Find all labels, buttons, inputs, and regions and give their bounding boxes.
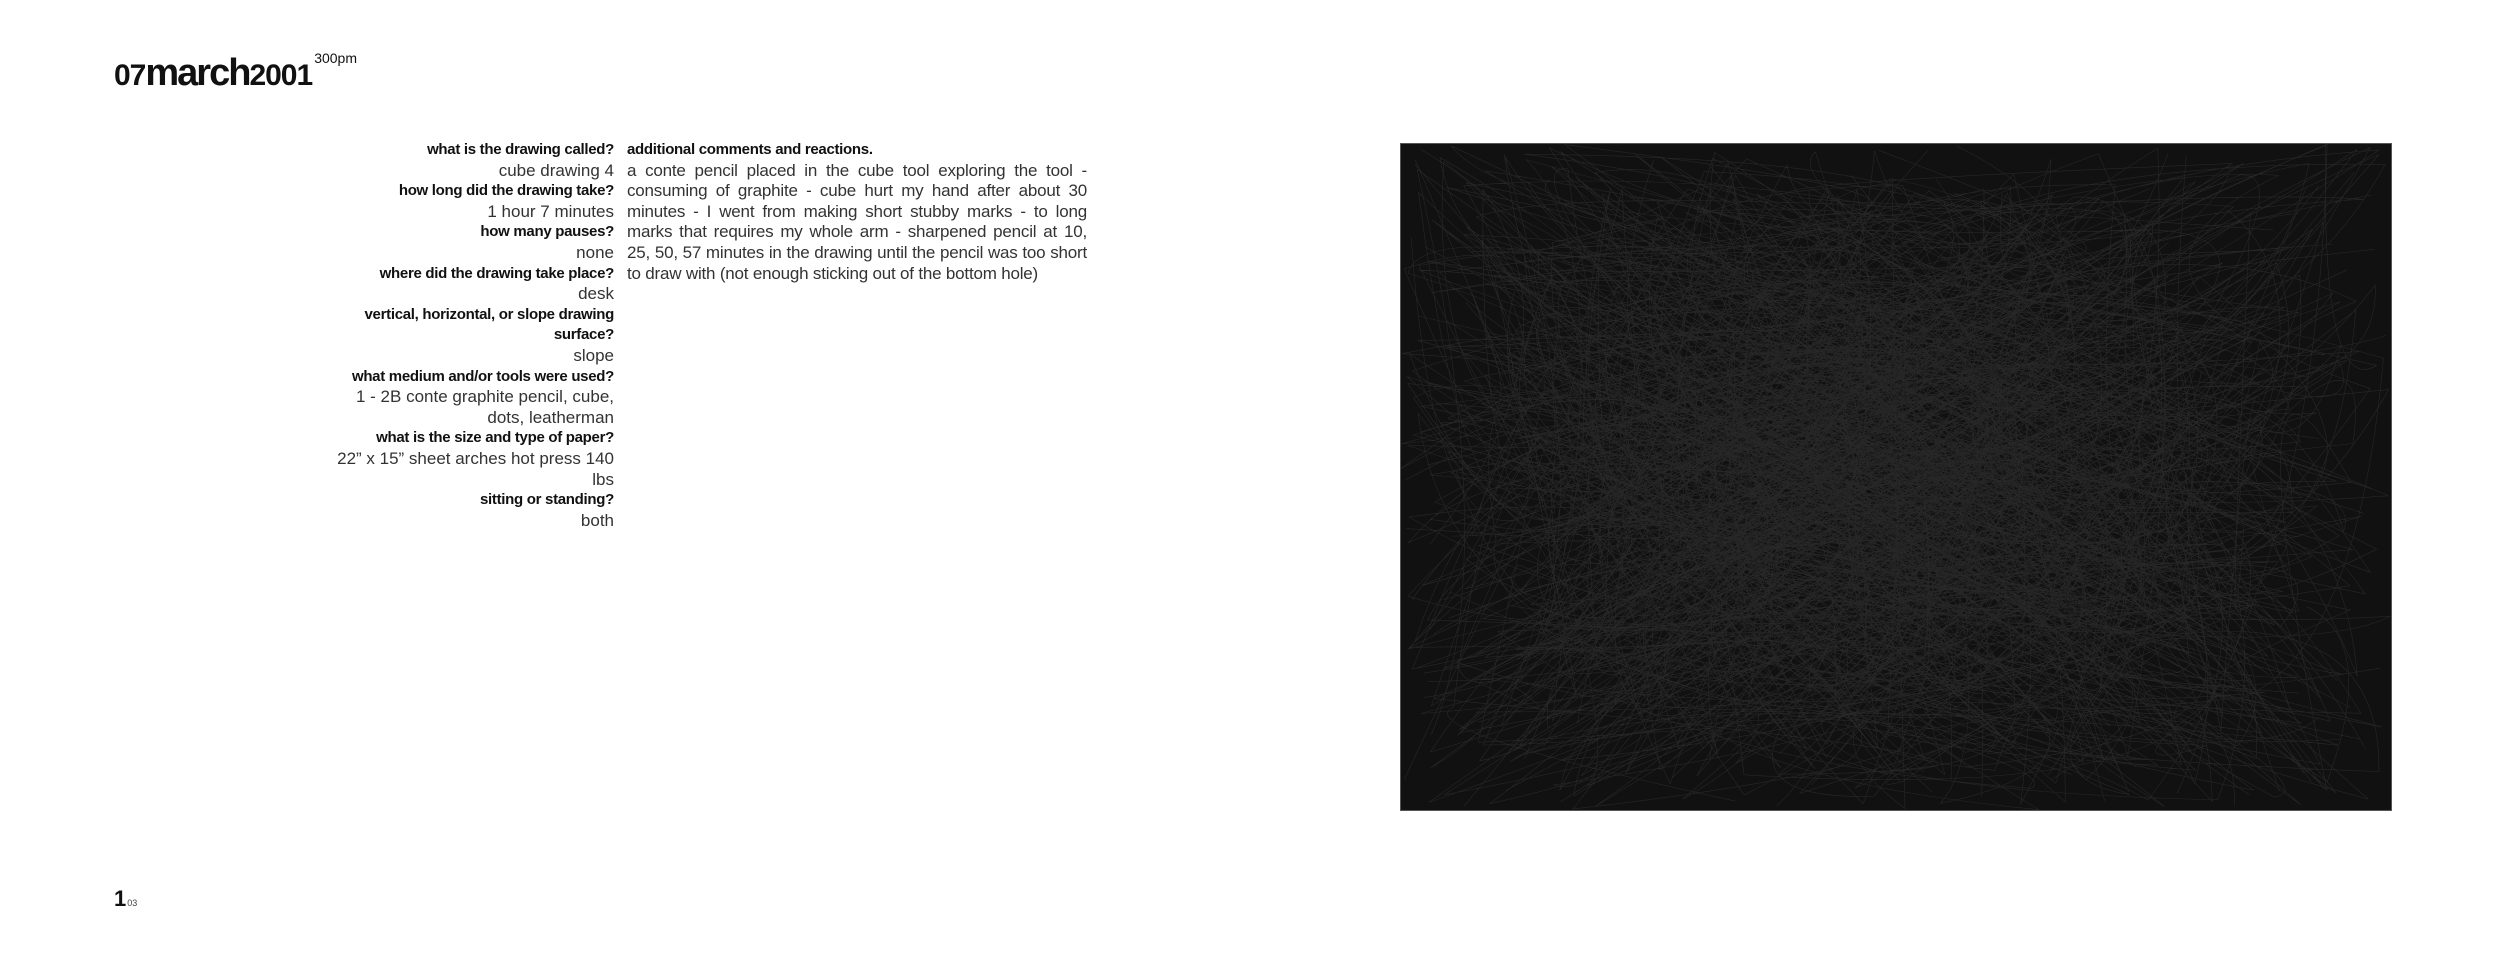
question: what is the drawing called? — [427, 141, 614, 158]
question: sitting or standing? — [480, 491, 614, 509]
comments-heading: additional comments and reactions. — [627, 141, 873, 158]
qa-item — [330, 181, 614, 222]
answer: slope — [573, 345, 614, 365]
answer: 1 hour 7 minutes — [487, 201, 614, 221]
drawing-image — [1400, 143, 2392, 811]
page-title — [114, 50, 357, 95]
qa-item — [330, 490, 614, 531]
qa-item — [330, 428, 614, 490]
qa-item — [330, 305, 614, 367]
answer: 1 - 2B conte graphite pencil, cube, dots, leatherman — [356, 387, 614, 427]
title-month: march — [145, 52, 250, 94]
question: vertical, horizontal, or slope drawing surface? — [364, 305, 614, 344]
title-day: 07 — [114, 59, 146, 92]
scribble-drawing — [1401, 144, 2391, 810]
question: what medium and/or tools were used? — [351, 367, 614, 385]
title-time: 300pm — [314, 50, 357, 66]
question: what is the size and type of paper? — [376, 429, 614, 447]
page-number — [114, 886, 137, 912]
qa-item — [330, 222, 614, 263]
question: how long did the drawing take? — [398, 182, 614, 200]
title-year: 2001 — [249, 59, 313, 92]
answer: cube drawing 4 — [498, 160, 614, 180]
scribble-strokes — [1401, 144, 2390, 810]
answer: both — [580, 510, 614, 530]
question: where did the drawing take place? — [379, 264, 614, 282]
answer: desk — [578, 284, 614, 304]
page-number-sub: 03 — [127, 898, 138, 908]
answer: none — [576, 242, 614, 262]
comments-block — [627, 140, 1087, 284]
qa-item — [330, 264, 614, 305]
comments-body: a conte pencil placed in the cube tool exploring the tool - consuming of graphite - cube hurt my hand after about 30 minutes - I went from making short stubby marks - to long marks that requires my whole arm - sharpened pencil at 10, 25, 50, 57 minutes in the drawing until the pencil was too short to draw with (not enough sticking out of the bottom hole) — [627, 160, 1087, 283]
qa-item — [330, 140, 614, 181]
questionnaire — [330, 140, 614, 531]
page-number-main: 1 — [114, 886, 127, 911]
qa-item — [330, 367, 614, 429]
answer: 22” x 15” sheet arches hot press 140 lbs — [337, 448, 614, 489]
question: how many pauses? — [480, 223, 614, 241]
